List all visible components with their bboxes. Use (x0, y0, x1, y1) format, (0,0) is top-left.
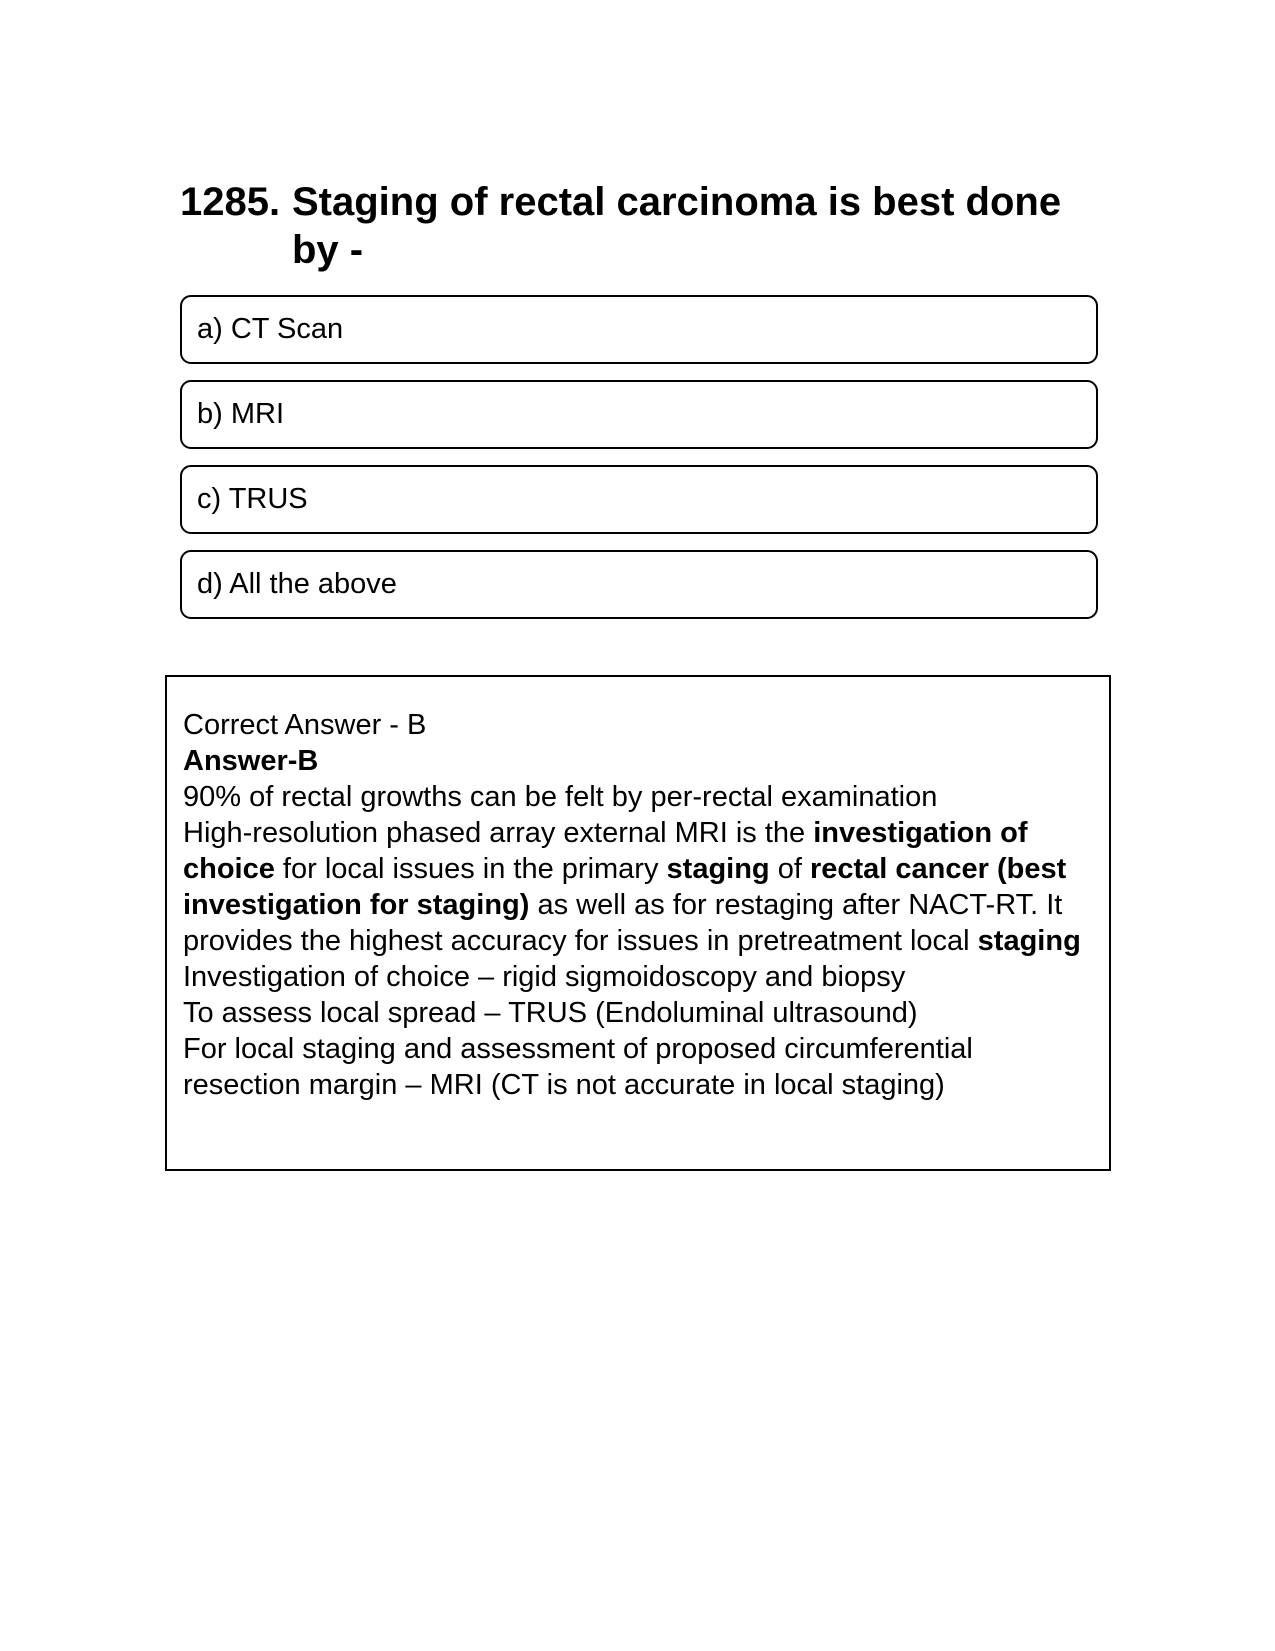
explanation-line-ioc: Investigation of choice – rigid sigmoidoscopy and biopsy (183, 961, 906, 993)
para-bold-1: investigation of choice (183, 817, 1028, 885)
para-text-3: of (769, 853, 810, 885)
para-bold-3: rectal cancer (best investigation for staging) (183, 853, 1067, 921)
explanation-line-local-staging: For local staging and assessment of proposed circumferential resection margin – MRI (CT is not accurate in local staging) (183, 1033, 973, 1101)
para-text-1: High-resolution phased array external MRI is the (183, 817, 814, 849)
para-bold-2: staging (666, 853, 770, 885)
explanation-paragraph-mri (183, 815, 1095, 959)
explanation-line-exam: 90% of rectal growths can be felt by per-rectal examination (183, 781, 938, 813)
question-text: Staging of rectal carcinoma is best done by - (292, 180, 1062, 272)
option-a[interactable]: a) CT Scan (180, 295, 1098, 364)
question-heading (180, 178, 1080, 274)
option-c[interactable]: c) TRUS (180, 465, 1098, 534)
answer-heading: Answer-B (183, 745, 319, 777)
para-bold-4: staging (977, 925, 1081, 957)
options-list (180, 295, 1098, 635)
question-number: 1285. (180, 180, 281, 224)
option-d[interactable]: d) All the above (180, 550, 1098, 619)
para-text-4: as well as for restaging after NACT-RT. It provides the highest accuracy for issues in pretreatment local (183, 889, 1063, 957)
option-b[interactable]: b) MRI (180, 380, 1098, 449)
explanation-line-local-spread: To assess local spread – TRUS (Endoluminal ultrasound) (183, 997, 918, 1029)
correct-answer-line: Correct Answer - B (183, 709, 427, 741)
para-text-2: for local issues in the primary (274, 853, 667, 885)
answer-explanation-box (165, 675, 1111, 1171)
